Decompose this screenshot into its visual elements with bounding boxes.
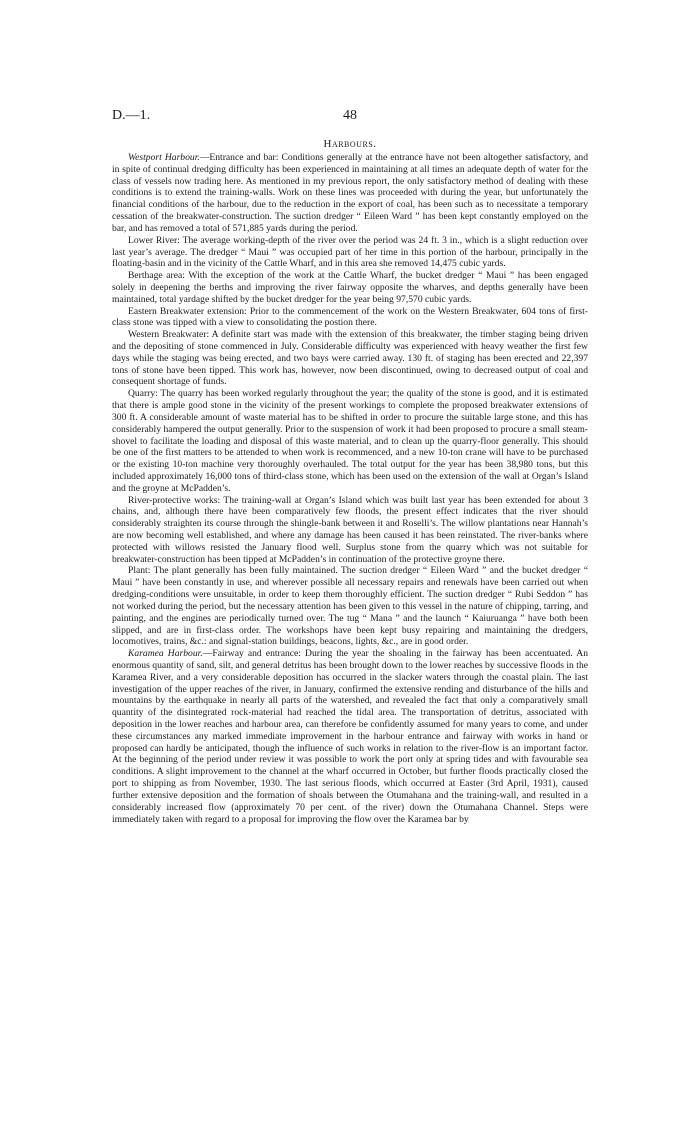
paragraph-text: Quarry: The quarry has been worked regularly throughout the year; the quality of the stone is good, and it is estimated that there is ample good stone in the vicinity of the present workings to complete the proposed breakwater extensions of 300 ft. A considerable amount of waste material has to be shifted in order to procure the suitable large stone, and this has considerably hampered the output generally. Prior to the suspension of work it had been proposed to procure a small steam-shovel to facilitate the loading and disposal of this waste material, and to clean up the quarry-floor generally. This should be one of the first matters to be attended to when work is recommenced, and a new 10-ton crane will have to be purchased or the existing 10-ton machine very thoroughly overhauled. The total output for the year has been 38,980 tons, but this included approximately 16,000 tons of third-class stone, which has been used on the extension of the wall at Organ’s Island and the groyne at McPadden’s. — [112, 388, 588, 494]
paragraph-text: Plant: The plant generally has been fully maintained. The suction dredger “ Eileen Ward ” and the bucket dredger “ Maui ” have been constantly in use, and wherever possible all necessary repairs and renewals have been carried out when dredging-conditions were unsuitable, in order to keep them thoroughly efficient. The suction dredger “ Rubi Seddon ” has not worked during the period, but the necessary attention has been given to this vessel in the nature of chipping, tarring, and painting, and the engines are periodically turned over. The tug “ Mana ” and the launch “ Kaiuruanga ” have both been slipped, and are in first-class order. The workshops have been kept busy repairing and maintaining the dredgers, locomotives, trains, &c.: and signal-station buildings, beacons, lights, &c., are in good order. — [112, 565, 588, 648]
paragraph — [112, 565, 588, 648]
paragraph-text: Lower River: The average working-depth of the river over the period was 24 ft. 3 in., which is a slight reduction over last year’s average. The dredger “ Maui ” was occupied part of her time in this portion of the harbour, principally in the floating-basin and in the vicinity of the Cattle Wharf, and in this area she removed 14,475 cubic yards. — [112, 234, 588, 270]
paragraph — [112, 388, 588, 494]
paragraph — [112, 235, 588, 270]
paragraph — [112, 270, 588, 305]
paragraph — [112, 648, 588, 825]
paragraph-text: —Fairway and entrance: During the year the shoaling in the fairway has been accentuated. An enormous quantity of sand, silt, and general detritus has been brought down to the lower reaches by successive floods in the Karamea River, and a very considerable deposition has occurred in the slacker waters through the coastal plain. The last investigation of the upper reaches of the river, in January, confirmed the extensive rending and disturbance of the hills and mountains by the earthquake in nearly all parts of the watershed, and revealed the fact that only a comparatively small quantity of the disintegrated rock-material had reached the tidal area. The transportation of detritus, associated with deposition in the lower reaches and harbour area, can therefore be confidently assumed for many years to come, and under these circumstances any marked immediate improvement in the harbour entrance and fairway with works in hand or proposed can hardly be anticipated, though the influence of such works in relation to the river-flow is an important factor. At the beginning of the period under review it was possible to work the port only at spring tides and with favourable sea conditions. A slight improvement to the channel at the wharf occurred in October, but further floods practically closed the port to shipping as from November, 1930. The last serious floods, which occurred at Easter (3rd April, 1931), caused further extensive deposition and the formation of shoals between the Otumahana and the training-wall, and resulted in a considerably increased flow (approximately 70 per cent. of the river) down the Otumahana Channel. Steps were immediately taken with regard to a proposal for improving the flow over the Karamea bar by — [112, 648, 588, 825]
section-title: Harbours. — [323, 138, 377, 150]
paragraph — [112, 329, 588, 388]
body-text — [112, 152, 588, 825]
paragraph-text: Berthage area: With the exception of the work at the Cattle Wharf, the bucket dredger “ Maui ” has been engaged solely in deepening the berths and improving the river fairway opposite the wharves, and depths generally have been maintained, total yardage shifted by the bucket dredger for the year being 97,570 cubic yards. — [112, 270, 588, 305]
paragraph-lead: Westport Harbour. — [128, 152, 200, 163]
paragraph — [112, 306, 588, 330]
paragraph-text: River-protective works: The training-wall at Organ’s Island which was built last year has been extended for about 3 chains, and, although there have been comparatively few floods, the present effect indicates that the river should considerably straighten its course through the shingle-bank between it and Roselli’s. The willow plantations near Hannah’s are now becoming well established, and where any damage has been caused it has been reinstated. The river-banks where protected with willows resisted the January flood well. Surplus stone from the quarry which was not suitable for breakwater-construction has been tipped at McPadden’s in continuation of the protective groyne there. — [112, 494, 588, 565]
paragraph — [112, 152, 588, 235]
section-code: D.—1. — [112, 108, 151, 123]
paragraph-lead: Karamea Harbour. — [128, 648, 203, 660]
paragraph-text: —Entrance and bar: Conditions generally at the entrance have not been altogether satisfactory, and in spite of continual dredging difficulty has been experienced in maintaining at all times an adequate depth of water for the class of vessels now trading here. As mentioned in my previous report, the only satisfactory method of dealing with these conditions is to extend the training-walls. Work on these lines was proceeded with during the year, but unfortunately the financial conditions of the harbour, due to the reduction in the export of coal, has been such as to necessitate a temporary cessation of the breakwater-construction. The suction dredger “ Eileen Ward ” has been kept constantly employed on the bar, and has removed a total of 571,885 yards during the period. — [112, 152, 589, 234]
paragraph — [112, 495, 588, 566]
paragraph-text: Eastern Breakwater extension: Prior to the commencement of the work on the Western Breakwater, 604 tons of first-class stone was tipped with a view to consolidating the postion there. — [112, 305, 588, 329]
page-number: 48 — [343, 108, 357, 123]
paragraph-text: Western Breakwater: A definite start was made with the extension of this breakwater, the timber staging being driven and the depositing of stone commenced in July. Considerable difficulty was experienced with heavy weather the first few days while the staging was being erected, and two bays were carried away. 130 ft. of staging has been erected and 22,397 tons of stone have been tipped. This work has, however, now been discontinued, owing to decreased output of coal and consequent shortage of funds. — [112, 329, 588, 388]
